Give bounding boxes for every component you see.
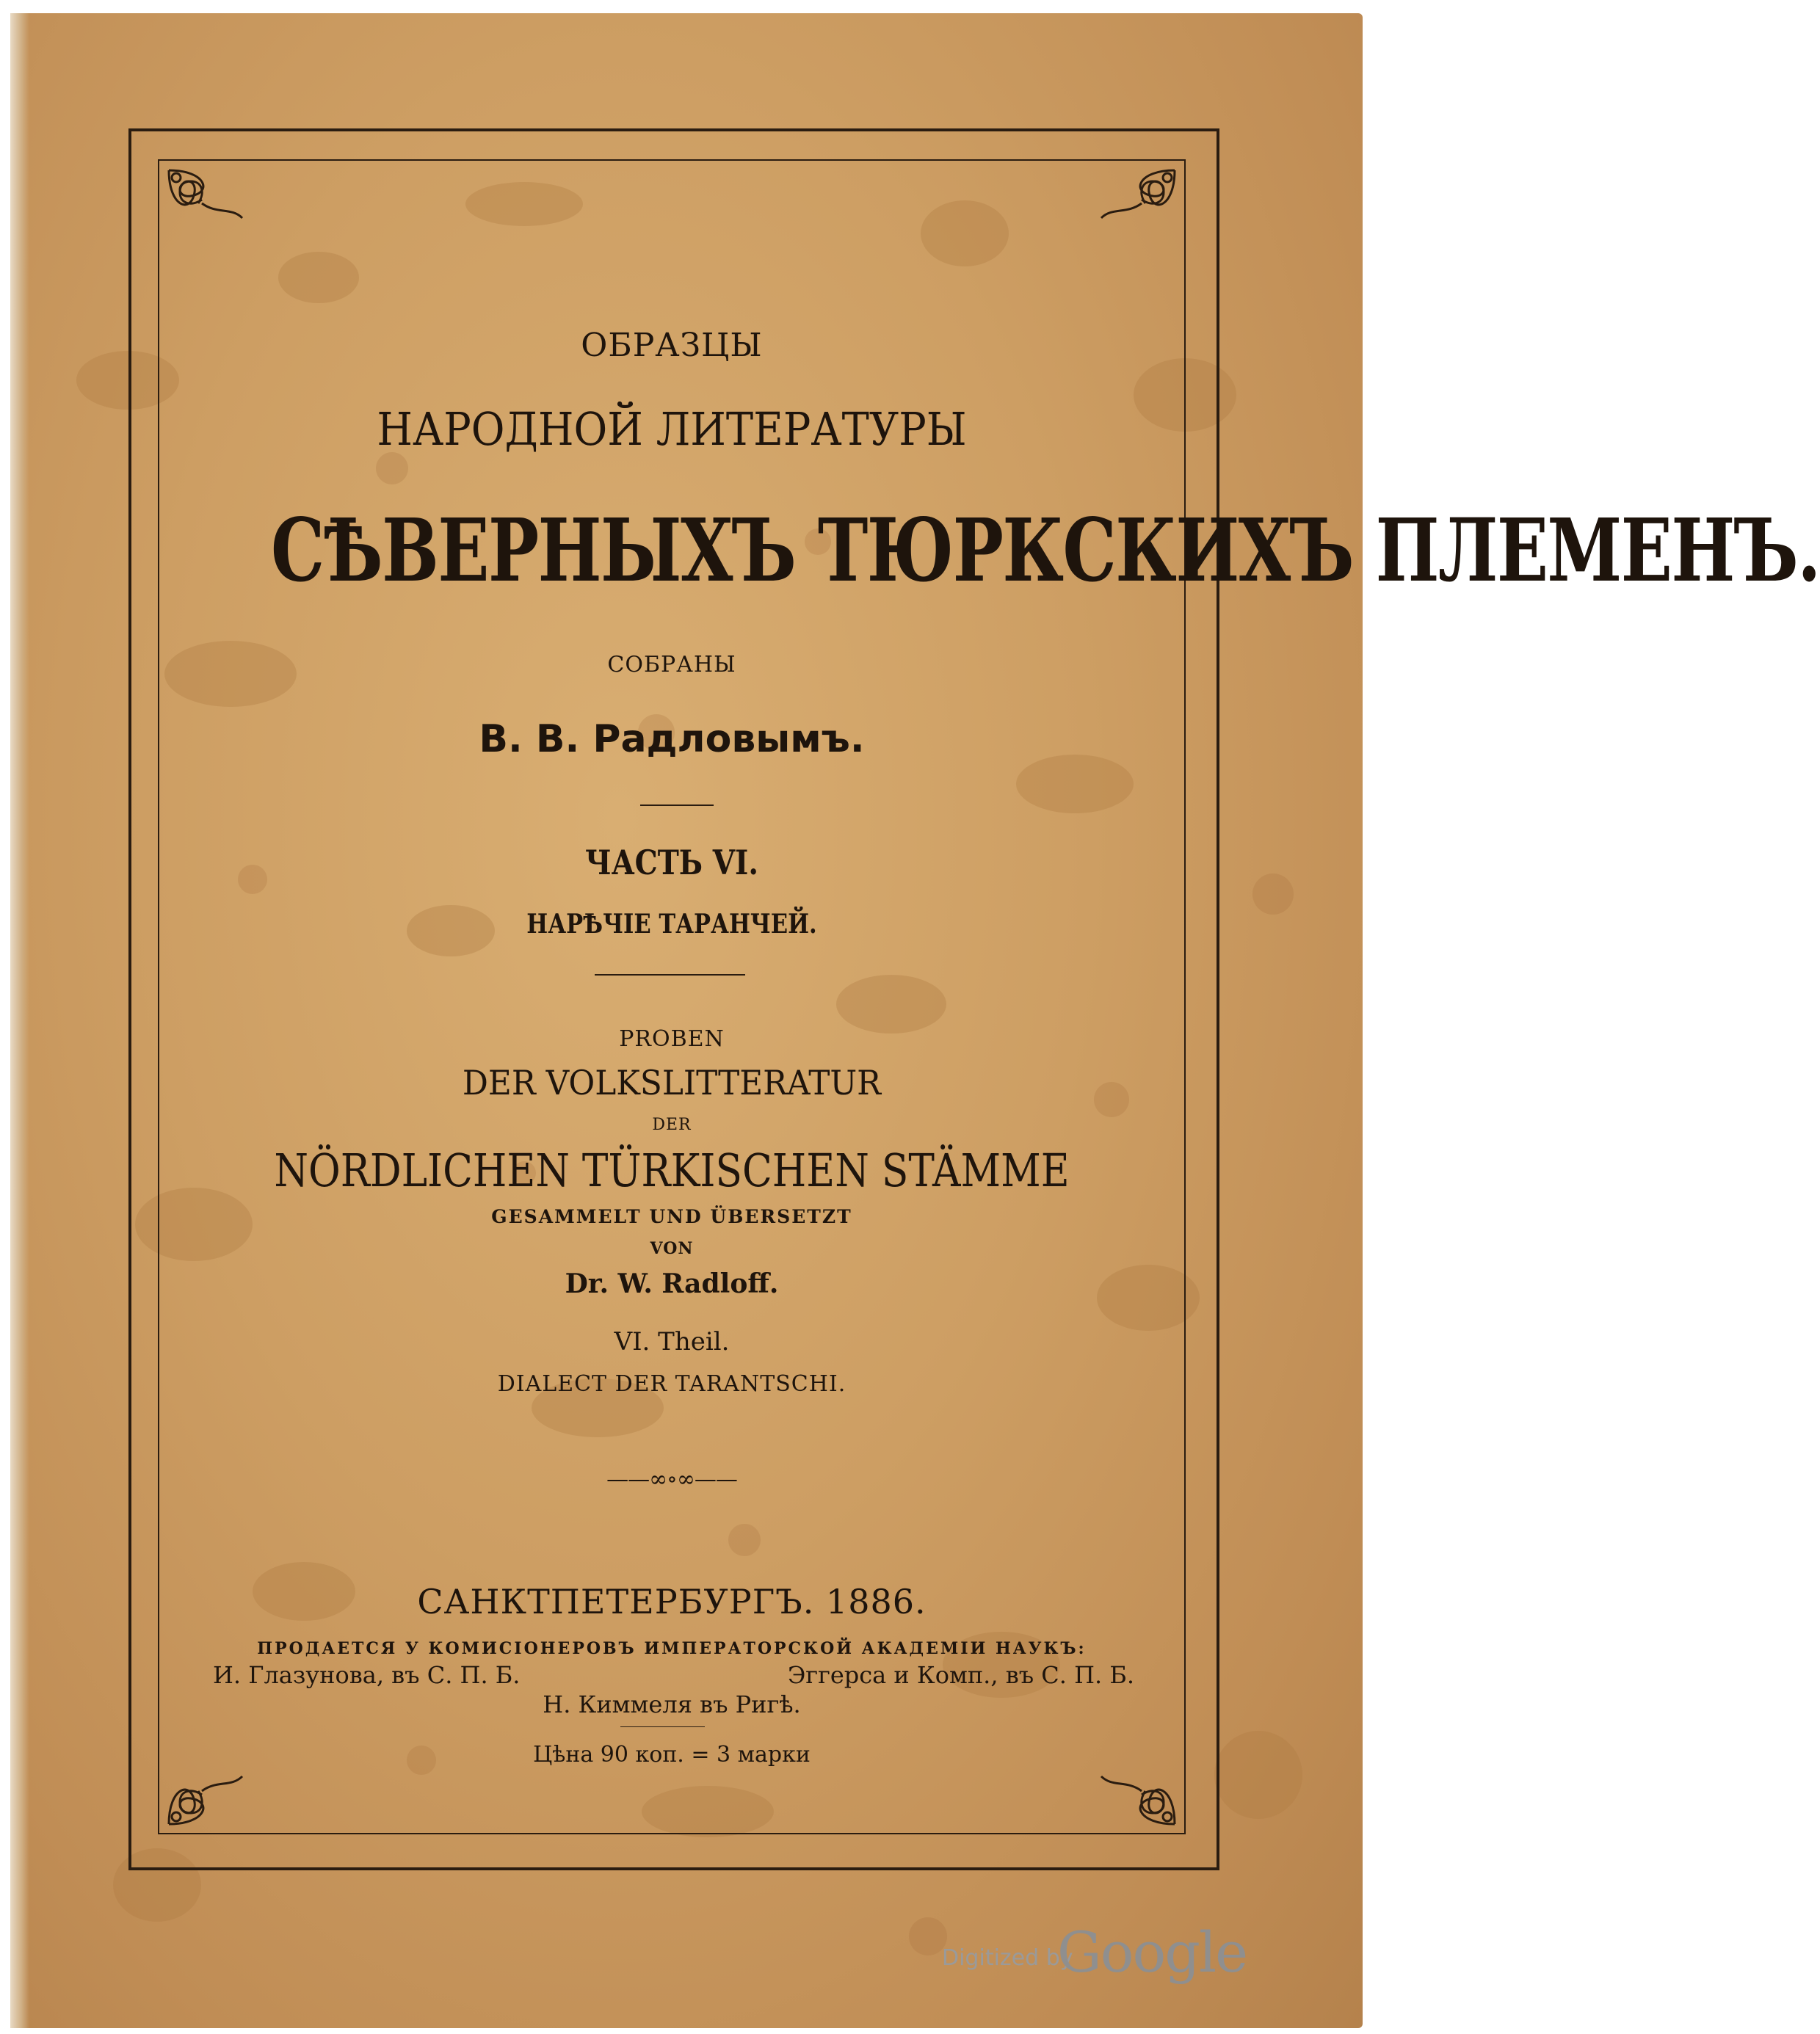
- ru-title-line2: НАРОДНОЙ ЛИТЕРАТУРЫ: [377, 402, 967, 456]
- imprint-sold-by: ПРОДАЕТСЯ У КОМИСІОНЕРОВЪ ИМПЕРАТОРСКОЙ АКАДЕМІИ НАУКЪ:: [257, 1639, 1087, 1658]
- ru-collected-label: СОБРАНЫ: [607, 652, 736, 678]
- de-title-line1: PROBEN: [619, 1026, 725, 1052]
- google-logo: Google: [1057, 1919, 1247, 1985]
- price: Цѣна 90 коп. = 3 марки: [533, 1742, 811, 1768]
- de-author: Dr. W. Radloff.: [565, 1268, 779, 1299]
- corner-flourish-icon: [162, 163, 272, 273]
- corner-flourish-icon: [1072, 163, 1182, 273]
- digitized-by-label: Digitized by: [942, 1945, 1073, 1971]
- price-divider: [620, 1726, 705, 1727]
- de-dialect: DIALECT DER TARANTSCHI.: [497, 1371, 846, 1397]
- ru-author: В. В. Радловымъ.: [479, 717, 865, 761]
- de-title-line3: DER: [652, 1116, 692, 1134]
- seller-center: Н. Киммеля въ Ригѣ.: [543, 1690, 801, 1718]
- ru-part: ЧАСТЬ VI.: [585, 843, 758, 882]
- de-title-line2: DER VOLKSLITTERATUR: [462, 1063, 882, 1103]
- ru-dialect: НАРѢЧІЕ ТАРАНЧЕЙ.: [526, 909, 817, 940]
- seller-left: И. Глазунова, въ С. П. Б.: [213, 1661, 521, 1689]
- ru-title-line1: ОБРАЗЦЫ: [581, 327, 763, 364]
- de-part: VI. Theil.: [614, 1327, 730, 1356]
- seller-right: Эггерса и Комп., въ С. П. Б.: [787, 1661, 1134, 1689]
- corner-flourish-icon: [1072, 1721, 1182, 1831]
- de-title-main: NÖRDLICHEN TÜRKISCHEN STÄMME: [274, 1144, 1070, 1197]
- ru-title-main: СѢВЕРНЫХЪ ТЮРКСКИХЪ ПЛЕМЕНЪ.: [271, 499, 1820, 601]
- corner-flourish-icon: [162, 1721, 272, 1831]
- de-collected-label: GESAMMELT UND ÜBERSETZT: [491, 1206, 852, 1227]
- ornamental-divider: ——∞∘∞——: [606, 1467, 737, 1492]
- short-divider: [640, 804, 714, 806]
- de-by-label: VON: [650, 1239, 694, 1258]
- divider-line: [595, 974, 745, 976]
- imprint-city-year: САНКТПЕТЕРБУРГЪ. 1886.: [417, 1582, 927, 1621]
- imprint-sellers-row: [158, 1661, 1186, 1694]
